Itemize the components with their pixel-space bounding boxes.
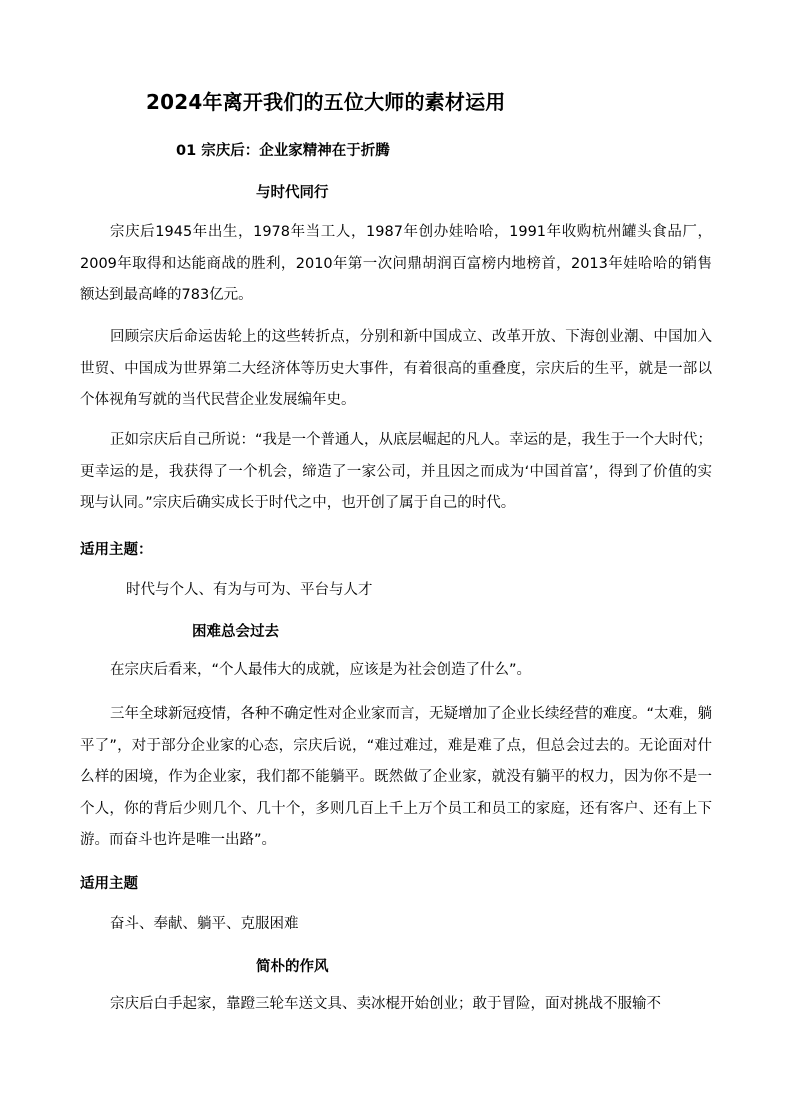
- paragraph-turning-points: 回顾宗庆后命运齿轮上的这些转折点，分别和新中国成立、改革开放、下海创业潮、中国加入世贸、中国成为世界第二大经济体等历史大事件，有着很高的重叠度，宗庆后的生平，就是一部以个体视角写就的当代民营企业发展编年史。: [80, 329, 712, 408]
- subheading-difficulties-will-pass: 困难总会过去: [192, 624, 279, 640]
- subheading-simple-style: 简朴的作风: [256, 959, 329, 975]
- section-heading-zong-qinghou: 01 宗庆后：企业家精神在于折腾: [176, 143, 390, 159]
- subheading-with-the-times: 与时代同行: [256, 185, 329, 201]
- paragraph-greatest-achievement: 在宗庆后看来，“个人最伟大的成就，应该是为社会创造了什么”。: [110, 662, 532, 678]
- applicable-topics-list-2: 奋斗、奉献、躺平、克服困难: [110, 916, 299, 932]
- paragraph-pandemic-struggle: 三年全球新冠疫情，各种不确定性对企业家而言，无疑增加了企业长续经营的难度。“太难，躺平了”，对于部分企业家的心态，宗庆后说，“难过难过，难是难了点，但总会过去的。无论面对什么样的困境，作为企业家，我们都不能躺平。既然做了企业家，就没有躺平的权力，因为你不是一个人，你的背后少则几个、几十个，多则几百上千上万个员工和员工的家庭，还有客户、还有上下游。而奋斗也许是唯一出路”。: [80, 706, 713, 848]
- applicable-topics-label-1: 适用主题：: [80, 542, 153, 558]
- paragraph-quote-ordinary-person: 正如宗庆后自己所说：“我是一个普通人，从底层崛起的凡人。幸运的是，我生于一个大时代；更幸运的是，我获得了一个机会，缔造了一家公司，并且因之而成为‘中国首富’，得到了价值的实现与认同。”宗庆后确实成长于时代之中，也开创了属于自己的时代。: [80, 432, 713, 511]
- applicable-topics-label-2: 适用主题: [80, 876, 138, 892]
- paragraph-biography: 宗庆后1945年出生，1978年当工人，1987年创办娃哈哈，1991年收购杭州罐头食品厂，2009年取得和达能商战的胜利，2010年第一次问鼎胡润百富榜内地榜首，2013年娃哈哈的销售额达到最高峰的783亿元。: [80, 224, 712, 303]
- document-title: 2024年离开我们的五位大师的素材运用: [146, 90, 506, 114]
- paragraph-self-made: 宗庆后白手起家，靠蹬三轮车送文具、卖冰棍开始创业；敢于冒险，面对挑战不服输不: [110, 996, 661, 1012]
- applicable-topics-list-1: 时代与个人、有为与可为、平台与人才: [126, 582, 373, 598]
